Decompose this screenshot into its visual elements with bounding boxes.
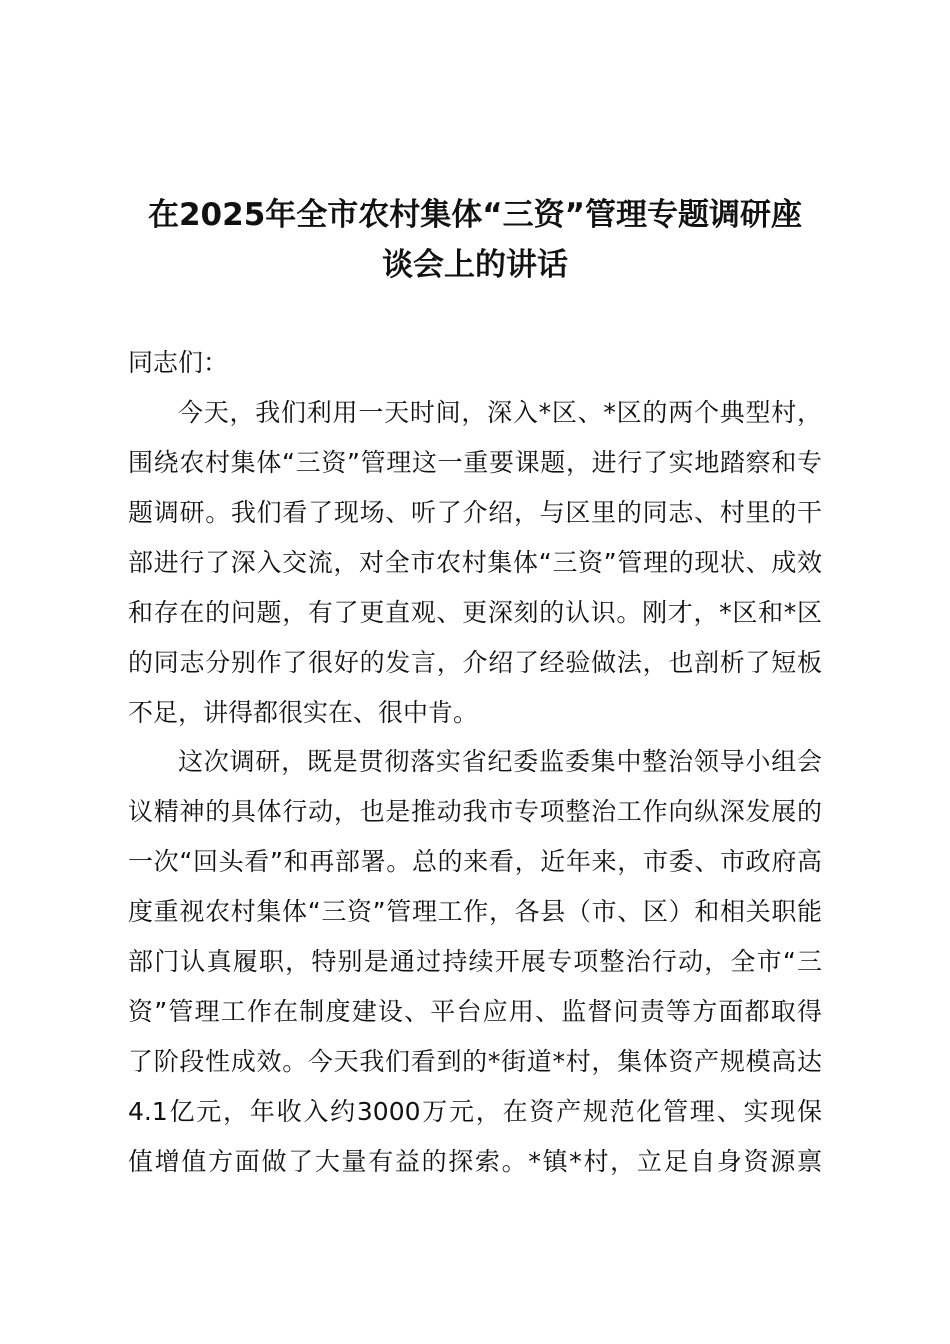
text-line: 和存在的问题，有了更直观、更深刻的认识。刚才，*区和*区 [128,598,822,627]
text-line: 今天，我们利用一天时间，深入*区、*区的两个典型村， [178,398,822,427]
text-line: 了阶段性成效。今天我们看到的*街道*村，集体资产规模高达 [128,1047,822,1076]
text-line: 围绕农村集体“三资”管理这一重要课题，进行了实地踏察和专 [128,448,822,477]
text-line: 一次“回头看”和再部署。总的来看，近年来，市委、市政府高 [128,847,822,876]
text-line: 度重视农村集体“三资”管理工作，各县（市、区）和相关职能 [128,897,822,926]
text-line: 部进行了深入交流，对全市农村集体“三资”管理的现状、成效 [128,548,822,577]
text-line: 的同志分别作了很好的发言，介绍了经验做法，也剖析了短板 [128,648,822,677]
document-title-line-2: 谈会上的讲话 [382,247,568,283]
document-title-line-1: 在2025年全市农村集体“三资”管理专题调研座 [147,197,803,233]
text-line: 议精神的具体行动，也是推动我市专项整治工作向纵深发展的 [128,797,822,826]
salutation: 同志们： [128,348,229,377]
text-line: 这次调研，既是贯彻落实省纪委监委集中整治领导小组会 [178,747,822,776]
text-line: 4.1亿元，年收入约3000万元，在资产规范化管理、实现保 [128,1097,822,1126]
text-line: 资”管理工作在制度建设、平台应用、监督问责等方面都取得 [128,997,822,1026]
text-line: 题调研。我们看了现场、听了介绍，与区里的同志、村里的干 [128,498,822,527]
text-line: 部门认真履职，特别是通过持续开展专项整治行动，全市“三 [128,947,822,976]
text-line: 不足，讲得都很实在、很中肯。 [128,698,479,727]
text-line: 值增值方面做了大量有益的探索。*镇*村，立足自身资源禀 [128,1147,822,1176]
